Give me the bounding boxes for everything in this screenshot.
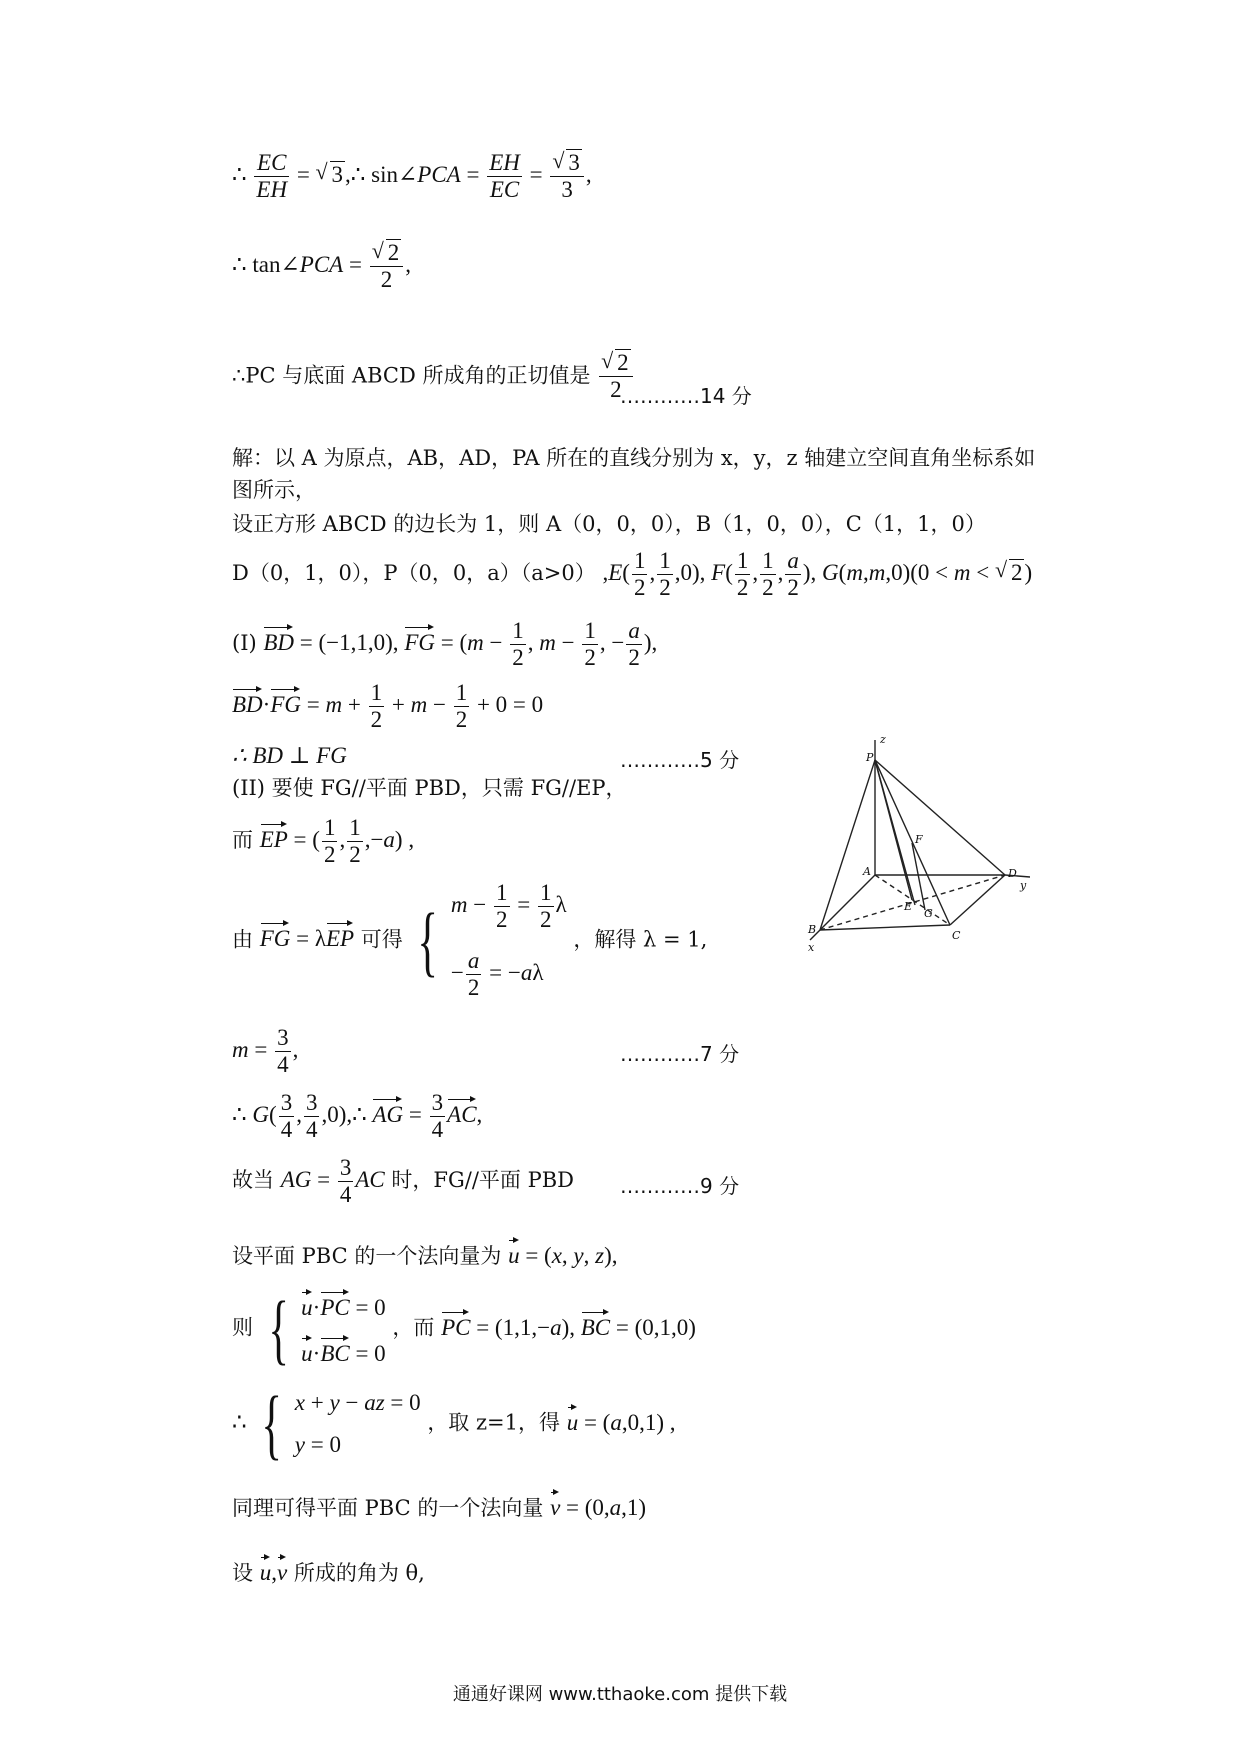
label-x: x: [808, 941, 815, 954]
solution-intro-cont: 图所示，: [232, 478, 316, 502]
score-5: …………5 分: [620, 748, 740, 772]
perpendicular-line: ∴ BD ⊥ FG: [232, 743, 347, 768]
label-f: F: [915, 833, 923, 846]
page-footer: 通通好课网 www.tthaoke.com 提供下载: [452, 1684, 788, 1705]
label-y: y: [1020, 879, 1027, 892]
score-14: …………14 分: [620, 384, 752, 408]
label-e: E: [904, 900, 913, 913]
label-c: C: [952, 929, 961, 942]
solve-system: ∴ { x + y − az = 0 y = 0 ，取 z=1，得 u = (a,0,1) ,: [232, 1380, 676, 1467]
g-point: ∴ G( $\frac{3}{4}$ , $\frac{3}{4}$ ,0),∴ AG = $\frac{3}{4}$ AC,: [232, 1090, 483, 1143]
normal-vector-u: 设平面 PBC 的一个法向量为 u = (x, y, z),: [232, 1238, 618, 1270]
label-b: B: [808, 923, 817, 936]
ag-conclusion: 故当 AG = $\frac{3}{4}$ AC 时，FG//平面 PBD: [232, 1155, 574, 1208]
coordinates-line-1: 设正方形 ABCD 的边长为 1，则 A（0，0，0），B（1，0，0），C（1，1，0）: [232, 512, 986, 536]
label-a: A: [863, 865, 871, 878]
label-g: G: [924, 907, 933, 920]
edge-pd: [875, 760, 1005, 875]
vector-ep: 而 EP = ( $\frac{1}{2}$ , $\frac{1}{2}$ ,−a) ,: [232, 815, 415, 868]
part-two-line: (II) 要使 FG//平面 PBD，只需 FG//EP，: [232, 776, 627, 800]
edge-pb: [820, 760, 875, 930]
angle-line: 设 u,v 所成的角为 θ,: [232, 1555, 425, 1587]
dot-product-line: BD·FG = m + $\frac{1}{2}$ + m − $\frac{1}{2}$ + 0 = 0: [232, 680, 544, 733]
normal-system: 则 { u·PC = 0 u·BC = 0 ，而 PC = (1,1,−a), BC = (0,1,0): [232, 1285, 696, 1372]
label-d: D: [1008, 867, 1017, 880]
edge-bc: [820, 925, 950, 930]
equation-line-2: ∴ tan∠PCA = √ $\frac{2}{2}$ ,: [232, 240, 411, 294]
coordinates-line-2: D（0，1，0），P（0，0，a）（a>0） ,E( $\frac{1}{2}$ , $\frac{1}{2}$ ,0), F( $\frac{1}{2}$ , $\frac{1}{2}$ , $\frac{a}{2}$ ), G(m,m,0)(0 < m < √ 2): [232, 548, 1032, 602]
vector-bd-fg: (I) BD = (−1,1,0), FG = (m − $\frac{1}{2}$ , m − $\frac{1}{2}$ , − $\frac{a}{2}$ ),: [232, 618, 658, 671]
label-p: P: [866, 751, 874, 764]
lambda-system: 由 FG = λEP 可得 { m − $\frac{1}{2}$ = $\frac{1}{2}$ λ − $\frac{a}{2}$ = −aλ ，解得 λ = 1,: [232, 880, 708, 1001]
label-z: z: [880, 735, 886, 746]
equation-line-1: ∴ $\frac{EC}{EH}$ = √ 3,∴ sin∠PCA = $\frac{EH}{EC}$ = √ $\frac{3}{3}$ ,: [232, 150, 592, 204]
m-value: m = $\frac{3}{4}$ ,: [232, 1025, 299, 1078]
score-9: …………9 分: [620, 1174, 740, 1198]
score-7: …………7 分: [620, 1042, 740, 1066]
conclusion-line: ∴PC 与底面 ABCD 所成角的正切值是 √ $\frac{2}{2}$: [232, 350, 635, 404]
solution-intro: 解：以 A 为原点，AB，AD，PA 所在的直线分别为 x，y，z 轴建立空间直角坐标系如: [232, 446, 1036, 470]
normal-vector-v: 同理可得平面 PBC 的一个法向量 v = (0,a,1): [232, 1490, 646, 1522]
pyramid-figure: [800, 735, 1030, 965]
